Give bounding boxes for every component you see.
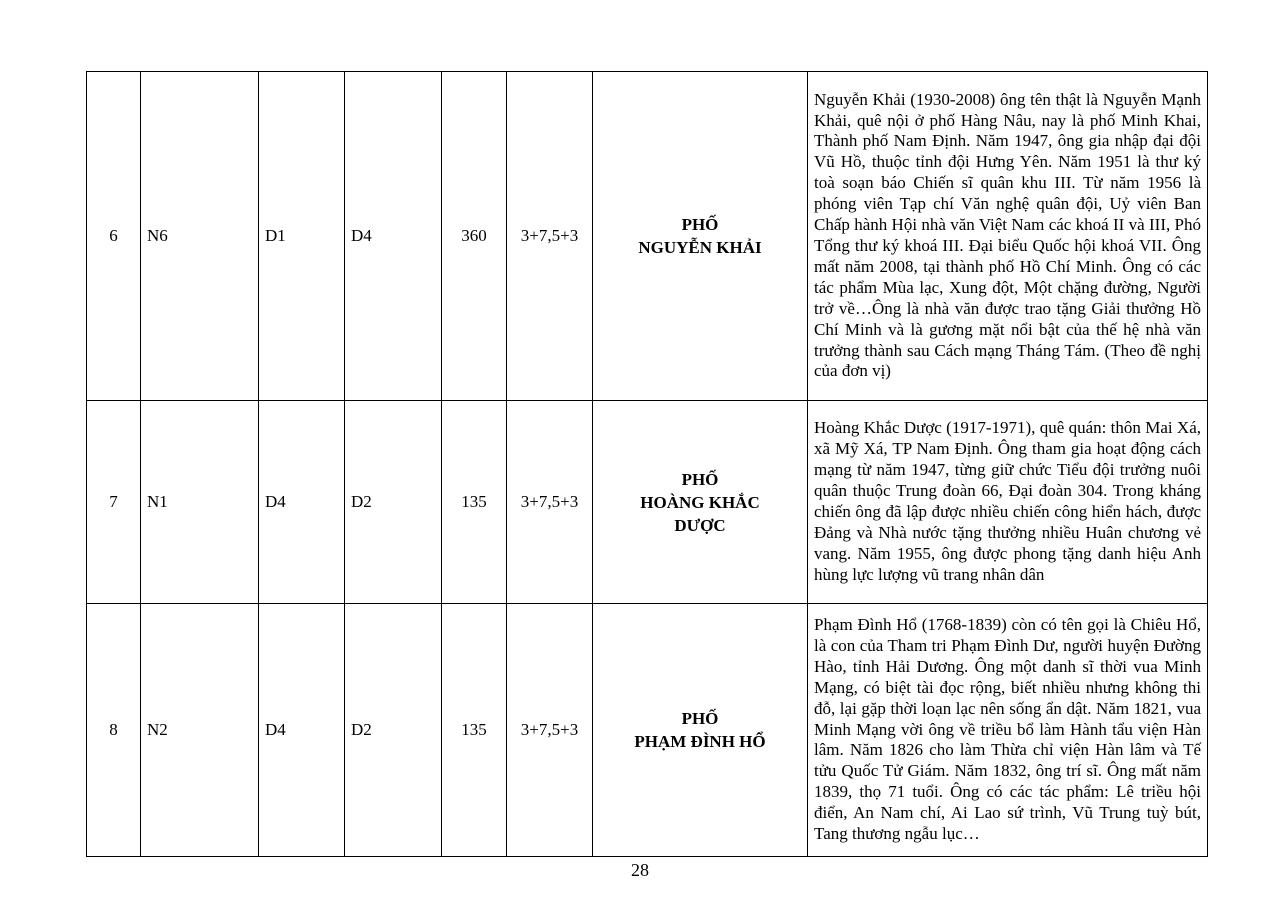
end-point: D2	[345, 604, 442, 857]
cross-section: 3+7,5+3	[507, 72, 593, 401]
page-number: 28	[631, 860, 649, 880]
table-row	[87, 401, 1208, 604]
row-number: 8	[87, 604, 141, 857]
street-description: Hoàng Khắc Dược (1917-1971), quê quán: thôn Mai Xá, xã Mỹ Xá, TP Nam Định. Ông tham gia hoạt động cách mạng từ năm 1947, từng giữ chức Tiểu đội trưởng nuôi quân thuộc Trung đoàn 66, Đại đoàn 304. Trong kháng chiến ông đã lập được nhiều chiến công hiển hách, được Đảng và Nhà nước tặng thưởng nhiều Huân chương vẻ vang. Năm 1955, ông được phong tặng danh hiệu Anh hùng lực lượng vũ trang nhân dân	[808, 401, 1208, 604]
cross-section: 3+7,5+3	[507, 401, 593, 604]
street-code: N1	[141, 401, 259, 604]
street-length: 360	[442, 72, 507, 401]
street-name	[593, 401, 808, 604]
row-number: 7	[87, 401, 141, 604]
street-length: 135	[442, 401, 507, 604]
table-row	[87, 72, 1208, 401]
row-number: 6	[87, 72, 141, 401]
start-point: D4	[259, 401, 345, 604]
street-name-line: PHỐ	[681, 469, 719, 489]
street-name-line: NGUYỄN KHẢI	[638, 238, 762, 257]
start-point: D4	[259, 604, 345, 857]
end-point: D4	[345, 72, 442, 401]
street-name-line: PHẠM ĐÌNH HỔ	[634, 732, 766, 751]
street-name-line: PHỐ	[681, 215, 719, 234]
street-name-line: DƯỢC	[674, 515, 726, 535]
street-code: N6	[141, 72, 259, 401]
street-description: Nguyễn Khải (1930-2008) ông tên thật là Nguyễn Mạnh Khải, quê nội ở phố Hàng Nâu, nay là phố Minh Khai, Thành phố Nam Định. Năm 1947, ông gia nhập đại đội Vũ Hồ, thuộc tỉnh đội Hưng Yên. Năm 1951 là thư ký toà soạn báo Chiến sĩ quân khu III. Từ năm 1956 là phóng viên Tạp chí Văn nghệ quân đội, Uỷ viên Ban Chấp hành Hội nhà văn Việt Nam các khoá II và III, Phó Tổng thư ký khoá III. Đại biểu Quốc hội khoá VII. Ông mất năm 2008, tại thành phố Hồ Chí Minh. Ông có các tác phẩm Mùa lạc, Xung đột, Một chặng đường, Người trở về…Ông là nhà văn được trao tặng Giải thưởng Hồ Chí Minh và là gương mặt nổi bật của thế hệ nhà văn trưởng thành sau Cách mạng Tháng Tám. (Theo đề nghị của đơn vị)	[808, 72, 1208, 401]
street-code: N2	[141, 604, 259, 857]
start-point: D1	[259, 72, 345, 401]
street-name	[593, 72, 808, 401]
end-point: D2	[345, 401, 442, 604]
table-row	[87, 604, 1208, 857]
cross-section: 3+7,5+3	[507, 604, 593, 857]
street-length: 135	[442, 604, 507, 857]
street-name-line: HOÀNG KHẮC	[640, 492, 760, 512]
street-naming-table	[86, 71, 1208, 857]
street-description: Phạm Đình Hổ (1768-1839) còn có tên gọi là Chiêu Hổ, là con của Tham tri Phạm Đình Dư, người huyện Đường Hào, tỉnh Hải Dương. Ông một danh sĩ thời vua Minh Mạng, có biệt tài đọc rộng, biết nhiều nhưng không thi đỗ, lại gặp thời loạn lạc nên sống ẩn dật. Năm 1821, vua Minh Mạng vời ông về triều bổ làm Hành tẩu viện Hàn lâm. Năm 1826 cho làm Thừa chỉ viện Hàn lâm và Tế tửu Quốc Tử Giám. Năm 1832, ông trí sĩ. Ông mất năm 1839, thọ 71 tuổi. Ông có các tác phẩm: Lê triều hội điển, An Nam chí, Ai Lao sứ trình, Vũ Trung tuỳ bút, Tang thương ngẫu lục…	[808, 604, 1208, 857]
street-name-line: PHỐ	[681, 709, 719, 728]
street-name	[593, 604, 808, 857]
